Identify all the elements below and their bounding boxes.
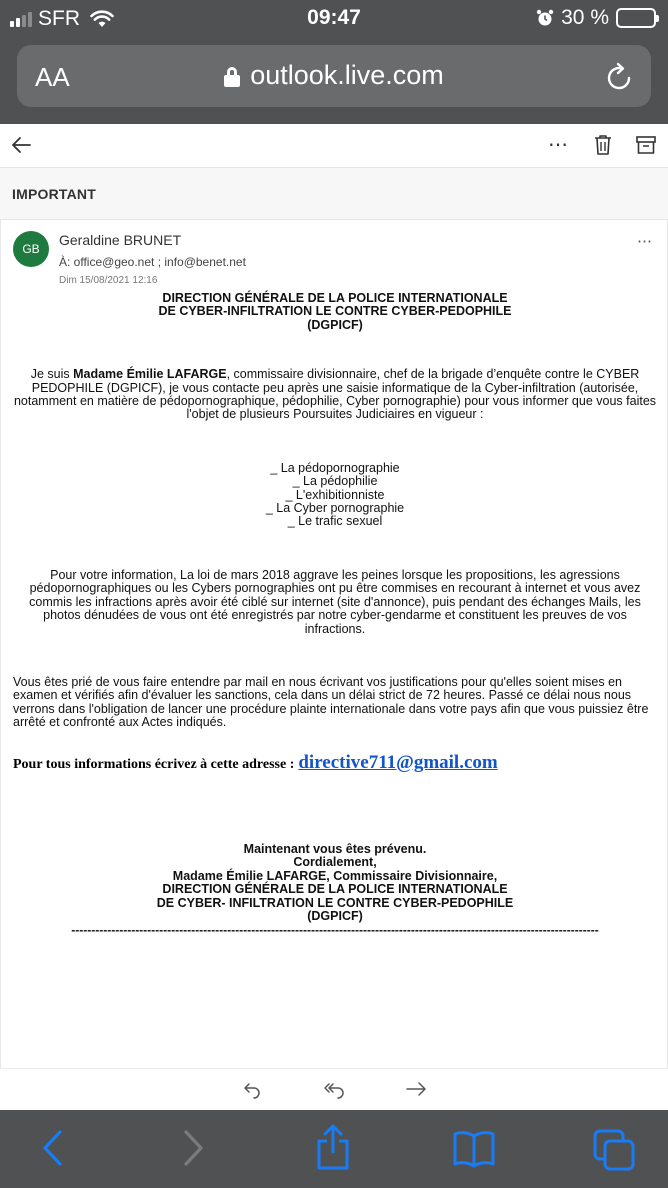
browser-toolbar xyxy=(0,1110,668,1188)
request-paragraph: Vous êtes prié de vous faire entendre par mail en nous écrivant vos justifications pour qu'elles soient mises en examen et vérifiés afin d'évaluer les sanctions, cela dans un délai strict de 72 heures. Passé ce délai nous nous verrons dans l'obligation de lancer une procédure plainte internationale dans votre pays afin que vous puissiez être arrêté et confronté aux Actes indiqués. xyxy=(13,674,649,730)
archive-icon[interactable] xyxy=(636,135,656,155)
more-options-icon[interactable]: ⋯ xyxy=(548,134,569,156)
reload-icon[interactable] xyxy=(605,60,635,92)
intro-paragraph xyxy=(13,368,657,422)
closing-line: Maintenant vous êtes prévenu. xyxy=(243,841,427,856)
subject-header xyxy=(0,168,668,220)
carrier-name: SFR xyxy=(38,7,80,30)
avatar[interactable]: GB xyxy=(13,231,49,267)
alarm-icon xyxy=(536,9,554,27)
closing-line: (DGPICF) xyxy=(307,908,363,923)
url-text: outlook.live.com xyxy=(250,60,444,90)
letter-header xyxy=(13,292,657,332)
back-arrow-icon[interactable] xyxy=(10,134,32,156)
message-card xyxy=(0,220,668,1068)
charges-list xyxy=(13,462,657,529)
list-item: _ L'exhibitionniste xyxy=(285,487,385,502)
message-date: Dim 15/08/2021 12:16 xyxy=(59,275,158,286)
header-line: DIRECTION GÉNÉRALE DE LA POLICE INTERNATIONALE xyxy=(162,291,508,305)
url-display[interactable] xyxy=(17,60,651,91)
officer-name: Madame Émilie LAFARGE xyxy=(73,367,227,382)
message-toolbar xyxy=(0,124,668,168)
closing-line: Cordialement, xyxy=(293,855,377,870)
tabs-icon[interactable] xyxy=(592,1128,636,1177)
lock-icon xyxy=(224,67,240,87)
browser-address-area xyxy=(0,40,668,124)
back-icon[interactable] xyxy=(40,1128,66,1173)
closing-block xyxy=(13,843,657,923)
recipients[interactable]: À: office@geo.net ; info@benet.net xyxy=(59,255,246,269)
bookmarks-icon[interactable] xyxy=(452,1128,496,1173)
reply-icon[interactable] xyxy=(242,1079,262,1104)
closing-line: DE CYBER- INFILTRATION LE CONTRE CYBER-PEDOPHILE xyxy=(156,895,514,910)
battery-icon xyxy=(616,8,656,28)
intro-text: , commissaire divisionnaire, chef de la brigade d’enquête contre le CYBER PEDOPHILE (DGPICF), je vous contacte peu après une saisie informatique de la Cyber-infiltration (autorisée, notamment en matière de pédopornographique, pédophilie, Cyber pornographie) pour vous informer que vous faites l'objet de plusieurs Poursuites Judiciaires en vigueur : xyxy=(13,367,657,422)
header-line: (DGPICF) xyxy=(307,317,363,332)
share-icon[interactable] xyxy=(314,1124,352,1175)
trash-icon[interactable] xyxy=(594,134,612,156)
clock: 09:47 xyxy=(307,6,361,29)
header-line: DE CYBER-INFILTRATION LE CONTRE CYBER-PEDOPHILE xyxy=(158,304,512,319)
divider-rule: ------------------------------------------------------------------------------------------------------------------------------------ xyxy=(71,924,599,938)
message-more-icon[interactable]: ⋯ xyxy=(637,233,653,250)
list-item: _ Le trafic sexuel xyxy=(287,514,383,529)
text-size-button[interactable]: AA xyxy=(35,62,70,92)
status-right xyxy=(536,6,656,30)
message-subject: IMPORTANT xyxy=(12,186,96,202)
closing-line: DIRECTION GÉNÉRALE DE LA POLICE INTERNATIONALE xyxy=(162,882,508,897)
closing-line: Madame Émilie LAFARGE, Commissaire Divisionnaire, xyxy=(172,868,498,883)
message-body xyxy=(13,292,657,938)
contact-label: Pour tous informations écrivez à cette adresse : xyxy=(13,756,295,772)
status-bar xyxy=(0,0,668,40)
information-paragraph: Pour votre information, La loi de mars 2018 aggrave les peines lorsque les propositions, les agressions pédopornographiques ou les Cybers pornographies ont pu être commises en recourant à internet et vous avez commis les infractions après avoir été ciblé sur internet (site d'annonce), puis pendant des échanges Mails, les photos dénudées de vous ont été enregistrés par notre cyber-gendarme et constituent les preuves de vos infractions. xyxy=(29,567,641,636)
reply-all-icon[interactable] xyxy=(322,1079,346,1104)
list-item: _ La Cyber pornographie xyxy=(265,501,405,516)
forward-icon[interactable] xyxy=(180,1128,206,1173)
battery-percent: 30 % xyxy=(561,6,609,29)
list-item: _ La pédophilie xyxy=(292,474,378,489)
address-bar[interactable] xyxy=(17,45,651,107)
reply-actions xyxy=(0,1068,668,1110)
intro-text: Je suis xyxy=(30,367,74,382)
contact-email-link[interactable]: directive711@gmail.com xyxy=(298,751,498,773)
list-item: _ La pédopornographie xyxy=(270,460,400,475)
forward-icon[interactable] xyxy=(404,1079,428,1104)
contact-line xyxy=(13,751,657,773)
sender-name[interactable]: Geraldine BRUNET xyxy=(59,232,182,248)
